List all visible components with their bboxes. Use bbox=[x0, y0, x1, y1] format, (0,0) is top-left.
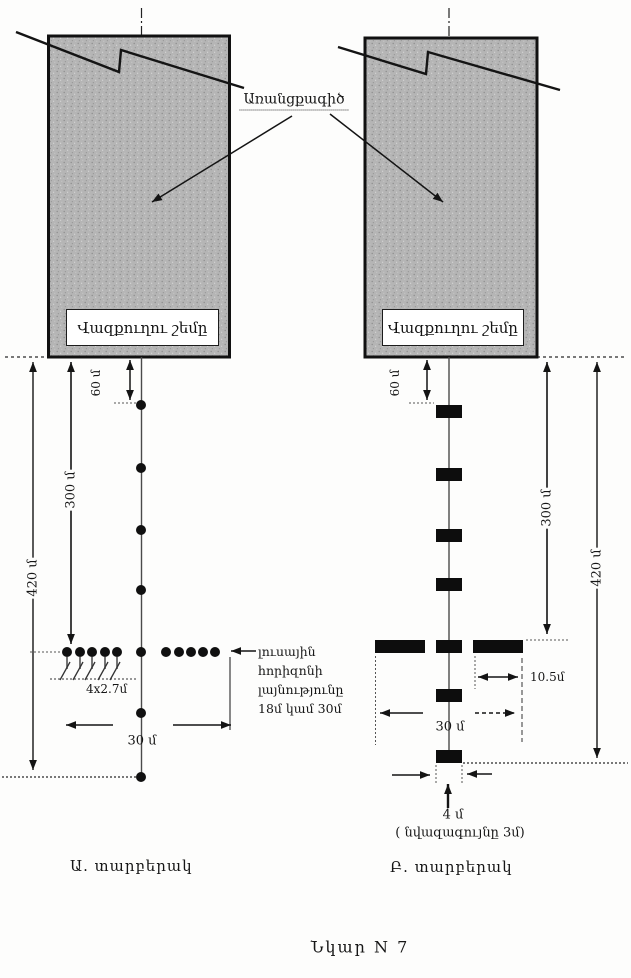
dim-arrow-105-b bbox=[475, 656, 518, 689]
light-dot bbox=[87, 647, 97, 657]
light-dot bbox=[210, 647, 220, 657]
light-dot bbox=[198, 647, 208, 657]
light-bar bbox=[436, 468, 462, 481]
light-dot bbox=[136, 647, 146, 657]
dim-label-300-b: 300 մ bbox=[539, 489, 555, 527]
dim-label-105-b: 10.5մ bbox=[530, 670, 565, 684]
light-bar bbox=[436, 405, 462, 418]
light-dot bbox=[136, 400, 146, 410]
minimum-note: ( նվազագույնը 3մ) bbox=[395, 825, 525, 841]
light-dot bbox=[174, 647, 184, 657]
light-dot bbox=[75, 647, 85, 657]
dim-label-4-b: 4 մ bbox=[442, 807, 464, 823]
hatch-marks-a bbox=[50, 657, 138, 680]
dim-label-60-b: 60 մ bbox=[388, 369, 402, 397]
horizon-note bbox=[258, 642, 343, 718]
building-label-box-a bbox=[66, 309, 219, 346]
light-bar bbox=[436, 689, 462, 702]
variant-a-title: Ա. տարբերակ bbox=[70, 857, 193, 875]
horizon-note-line2: հորիզոնի bbox=[258, 663, 323, 678]
horizon-note-line4: 18մ կամ 30մ bbox=[258, 701, 342, 716]
variant-b-title: Բ. տարբերակ bbox=[390, 858, 513, 876]
dim-label-30-b: 30 մ bbox=[435, 719, 465, 735]
building-label-b: Վազքուղու շեմը bbox=[388, 318, 518, 337]
dim-label-420-b: 420 մ bbox=[589, 549, 605, 587]
light-bar-wide bbox=[473, 640, 523, 653]
light-bar bbox=[436, 529, 462, 542]
dim-label-4x27-a: 4x2.7մ bbox=[86, 682, 128, 696]
light-dot bbox=[136, 585, 146, 595]
dim-label-60-a: 60 մ bbox=[89, 369, 103, 397]
light-dot bbox=[112, 647, 122, 657]
light-dot bbox=[186, 647, 196, 657]
light-bar bbox=[436, 578, 462, 591]
light-dot bbox=[62, 647, 72, 657]
light-bar-wide bbox=[375, 640, 425, 653]
light-dot bbox=[136, 463, 146, 473]
building-label-box-b bbox=[382, 309, 524, 346]
dim-label-30-a: 30 մ bbox=[127, 733, 157, 749]
light-bar bbox=[436, 750, 462, 763]
dim-label-300-a: 300 մ bbox=[63, 471, 79, 509]
light-dot bbox=[161, 647, 171, 657]
light-dot bbox=[136, 772, 146, 782]
axis-line-label: Առանցքագիծ bbox=[239, 92, 348, 111]
dim-label-420-a: 420 մ bbox=[25, 559, 41, 597]
building-label-a: Վազքուղու շեմը bbox=[77, 318, 208, 337]
horizon-note-line3: լայնությունը bbox=[258, 682, 344, 697]
figure-caption: Նկար N 7 bbox=[310, 937, 410, 957]
light-dot bbox=[136, 708, 146, 718]
light-dot bbox=[136, 525, 146, 535]
crossbar-lights-a bbox=[62, 647, 220, 657]
variant-b-group bbox=[338, 8, 597, 808]
dim-arrow-4-b bbox=[392, 765, 492, 808]
variant-a-group bbox=[16, 8, 256, 782]
light-bar bbox=[436, 640, 462, 653]
light-dot bbox=[100, 647, 110, 657]
horizon-note-line1: լուսային bbox=[258, 644, 316, 659]
